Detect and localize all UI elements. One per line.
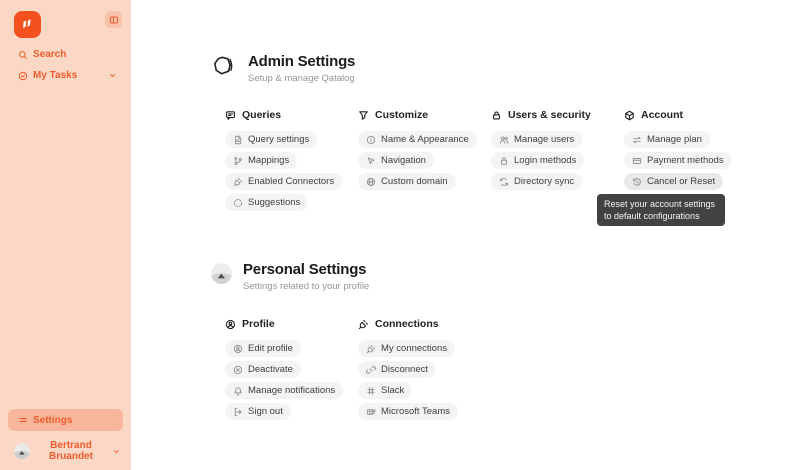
- sidebar-nav: [0, 44, 131, 86]
- info-circle-icon: [366, 135, 376, 145]
- personal-settings-header: [211, 261, 369, 292]
- pill-mappings[interactable]: [225, 152, 297, 169]
- chevron-down-icon: [112, 447, 121, 456]
- pill-manage-notifications[interactable]: [225, 382, 343, 399]
- reset-tooltip: Reset your account settings to default configurations: [597, 194, 725, 226]
- sliders-icon: [18, 415, 28, 425]
- pill-sign-out[interactable]: [225, 403, 291, 420]
- column-heading: [624, 109, 757, 121]
- pill-query-settings[interactable]: [225, 131, 317, 148]
- admin-settings-icon: [210, 53, 237, 80]
- plug-icon: [366, 344, 376, 354]
- pill-label: Login methods: [514, 155, 577, 166]
- teams-icon: [366, 407, 376, 417]
- pill-name-appearance[interactable]: [358, 131, 477, 148]
- sidebar-item-label: Settings: [33, 414, 73, 426]
- sidebar-item-label: My Tasks: [33, 70, 78, 81]
- git-branch-icon: [233, 156, 243, 166]
- pill-manage-users[interactable]: [491, 131, 582, 148]
- settings-column-connections: [358, 318, 491, 424]
- lock-icon: [491, 110, 502, 121]
- pill-suggestions[interactable]: [225, 194, 308, 211]
- pill-label: Suggestions: [248, 197, 301, 208]
- user-circle-icon: [225, 319, 236, 330]
- pill-edit-profile[interactable]: [225, 340, 301, 357]
- pill-deactivate[interactable]: [225, 361, 301, 378]
- column-heading: [225, 109, 358, 121]
- check-circle-icon: [18, 71, 28, 81]
- column-heading-label: Queries: [242, 109, 282, 121]
- pill-directory-sync[interactable]: [491, 173, 582, 190]
- pill-label: Manage notifications: [248, 385, 336, 396]
- swap-icon: [632, 135, 642, 145]
- bell-icon: [233, 386, 243, 396]
- settings-column-customize: [358, 109, 491, 215]
- pill-my-connections[interactable]: [358, 340, 455, 357]
- pill-label: Custom domain: [381, 176, 448, 187]
- search-icon: [18, 50, 28, 60]
- sidebar-item-label: Search: [33, 49, 67, 60]
- sync-icon: [499, 177, 509, 187]
- pill-label: Edit profile: [248, 343, 293, 354]
- globe-icon: [366, 177, 376, 187]
- user-avatar: [14, 443, 30, 459]
- dashed-circle-icon: [233, 198, 243, 208]
- credit-card-icon: [632, 156, 642, 166]
- sidebar-item-settings[interactable]: [8, 409, 123, 431]
- pill-label: Manage plan: [647, 134, 702, 145]
- pill-label: Microsoft Teams: [381, 406, 450, 417]
- file-icon: [233, 135, 243, 145]
- history-icon: [632, 177, 642, 187]
- unlink-icon: [366, 365, 376, 375]
- column-heading-label: Customize: [375, 109, 429, 121]
- pill-label: Disconnect: [381, 364, 428, 375]
- pill-manage-plan[interactable]: [624, 131, 710, 148]
- pill-label: Navigation: [381, 155, 426, 166]
- pill-custom-domain[interactable]: [358, 173, 456, 190]
- settings-column-profile: [225, 318, 358, 424]
- column-heading-label: Users & security: [508, 109, 591, 121]
- pill-label: Mappings: [248, 155, 290, 166]
- pill-label: Payment methods: [647, 155, 724, 166]
- qatalog-logo-icon: [20, 17, 35, 32]
- plug-icon: [233, 177, 243, 187]
- pill-slack[interactable]: [358, 382, 412, 399]
- admin-settings-titles: [248, 53, 355, 84]
- slack-icon: [366, 386, 376, 396]
- column-heading: [225, 318, 358, 330]
- chevron-down-icon: [108, 71, 117, 80]
- pill-label: Name & Appearance: [381, 134, 469, 145]
- column-heading-label: Connections: [375, 318, 439, 330]
- sidebar: [0, 0, 131, 470]
- page-subtitle: Setup & manage Qatalog: [248, 73, 355, 84]
- pill-label: Slack: [381, 385, 405, 396]
- pill-cancel-or-reset[interactable]: [624, 173, 723, 190]
- pill-label: Manage users: [514, 134, 575, 145]
- column-heading-label: Account: [641, 109, 683, 121]
- column-heading: [358, 109, 491, 121]
- page-subtitle: Settings related to your profile: [243, 281, 370, 292]
- qatalog-logo[interactable]: [14, 11, 41, 38]
- pill-payment-methods[interactable]: [624, 152, 732, 169]
- funnel-icon: [358, 110, 369, 121]
- user-circle-icon: [233, 344, 243, 354]
- pill-label: Query settings: [248, 134, 310, 145]
- sidebar-collapse-button[interactable]: [105, 11, 122, 28]
- pill-login-methods[interactable]: [491, 152, 584, 169]
- sidebar-toggle-icon: [109, 15, 119, 25]
- column-heading: [358, 318, 491, 330]
- plug-icon: [358, 319, 369, 330]
- page-title: Admin Settings: [248, 53, 356, 70]
- message-square-icon: [225, 110, 236, 121]
- pill-label: Directory sync: [514, 176, 575, 187]
- pill-label: Cancel or Reset: [647, 176, 716, 187]
- cursor-icon: [366, 156, 376, 166]
- x-circle-icon: [233, 365, 243, 375]
- sidebar-item-my-tasks[interactable]: [0, 65, 131, 86]
- settings-column-queries: [225, 109, 358, 215]
- cube-icon: [624, 110, 635, 121]
- column-heading-label: Profile: [242, 318, 275, 330]
- pill-label: Enabled Connectors: [248, 176, 335, 187]
- pill-navigation[interactable]: [358, 152, 434, 169]
- pill-label: Deactivate: [248, 364, 293, 375]
- pill-enabled-connectors[interactable]: [225, 173, 342, 190]
- page-title: Personal Settings: [243, 261, 367, 278]
- sign-out-icon: [233, 407, 243, 417]
- profile-avatar: [211, 263, 232, 284]
- sidebar-item-search[interactable]: [0, 44, 131, 65]
- user-menu[interactable]: [14, 440, 121, 462]
- user-name: Bertrand Bruandet: [49, 440, 93, 462]
- column-heading: [491, 109, 624, 121]
- lock-icon: [499, 156, 509, 166]
- admin-settings-header: [210, 53, 355, 84]
- pill-disconnect[interactable]: [358, 361, 436, 378]
- personal-settings-titles: [243, 261, 369, 292]
- pill-microsoft-teams[interactable]: [358, 403, 458, 420]
- personal-settings-columns: [225, 318, 491, 424]
- users-icon: [499, 135, 509, 145]
- pill-label: My connections: [381, 343, 448, 354]
- pill-label: Sign out: [248, 406, 283, 417]
